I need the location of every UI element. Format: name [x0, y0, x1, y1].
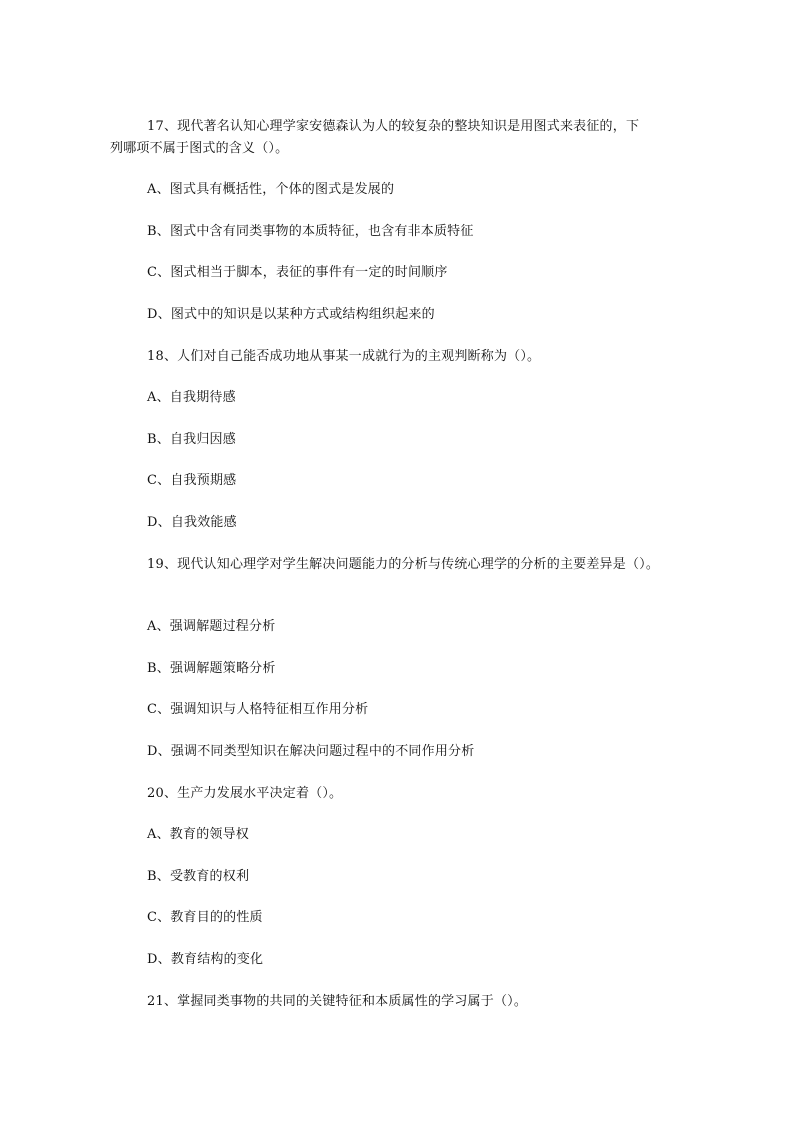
- question-18-option-a: A、自我期待感: [147, 390, 236, 405]
- question-19-option-a: A、强调解题过程分析: [147, 619, 276, 634]
- question-17-option-c: C、图式相当于脚本，表征的事件有一定的时间顺序: [147, 265, 448, 280]
- question-20-option-c: C、教育目的的性质: [147, 910, 263, 925]
- question-17-option-a: A、图式具有概括性，个体的图式是发展的: [147, 182, 395, 197]
- question-20-option-d: D、教育结构的变化: [147, 952, 264, 967]
- question-18-option-d: D、自我效能感: [147, 515, 237, 530]
- question-20-stem: 20、生产力发展水平决定着（）。: [147, 786, 343, 801]
- question-21-stem: 21、掌握同类事物的共同的关键特征和本质属性的学习属于（）。: [147, 994, 528, 1009]
- question-19-option-b: B、强调解题策略分析: [147, 661, 276, 676]
- question-17-stem-line-2: 列哪项不属于图式的含义（）。: [110, 141, 289, 156]
- question-19-stem: 19、现代认知心理学对学生解决问题能力的分析与传统心理学的分析的主要差异是（）。: [147, 557, 660, 572]
- question-19-option-c: C、强调知识与人格特征相互作用分析: [147, 702, 369, 717]
- question-17-stem-line-1: 17、现代著名认知心理学家安德森认为人的较复杂的整块知识是用图式来表征的，下: [147, 119, 640, 134]
- question-19-option-d: D、强调不同类型知识在解决问题过程中的不同作用分析: [147, 744, 475, 759]
- question-17-option-d: D、图式中的知识是以某种方式或结构组织起来的: [147, 307, 435, 322]
- question-18-option-c: C、自我预期感: [147, 473, 237, 488]
- question-18-option-b: B、自我归因感: [147, 432, 236, 447]
- question-17-option-b: B、图式中含有同类事物的本质特征，也含有非本质特征: [147, 224, 474, 239]
- question-20-option-b: B、受教育的权利: [147, 869, 250, 884]
- question-20-option-a: A、教育的领导权: [147, 827, 249, 842]
- question-18-stem: 18、人们对自己能否成功地从事某一成就行为的主观判断称为（）。: [147, 349, 541, 364]
